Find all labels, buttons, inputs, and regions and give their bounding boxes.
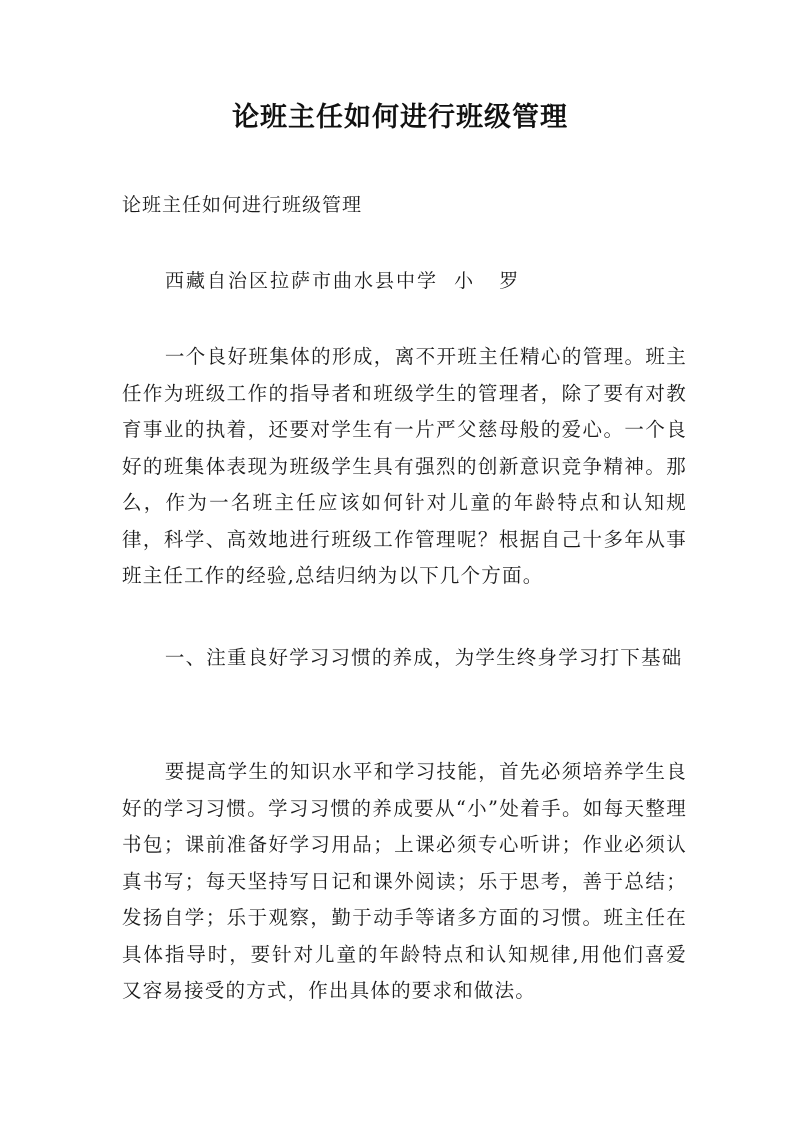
section-heading-1: 一、注重良好学习习惯的养成，为学生终身学习打下基础 xyxy=(164,646,683,669)
author-line: 西藏自治区拉萨市曲水县中学 小 罗 xyxy=(165,270,521,292)
document-title: 论班主任如何进行班级管理 xyxy=(232,102,568,133)
paragraph-study-habits: 要提高学生的知识水平和学习技能，首先必须培养学生良好的学习习惯。学习习惯的养成要从“小”处着手。如每天整理书包；课前准备好学习用品；上课必须专心听讲；作业必须认真书写；每天坚持写日记和课外阅读；乐于思考，善于总结；发扬自学；乐于观察，勤于动手等诸多方面的习惯。班主任在具体指导时，要针对儿童的年龄特点和认知规律,用他们喜爱又容易接受的方式，作出具体的要求和做法。 xyxy=(122,760,687,1002)
paragraph-intro: 一个良好班集体的形成，离不开班主任精心的管理。班主任作为班级工作的指导者和班级学生的管理者，除了要有对教育事业的执着，还要对学生有一片严父慈母般的爱心。一个良好的班集体表现为班级学生具有强烈的创新意识竞争精神。那么，作为一名班主任应该如何针对儿童的年龄特点和认知规律，科学、高效地进行班级工作管理呢？根据自己十多年从事班主任工作的经验,总结归纳为以下几个方面。 xyxy=(122,345,687,587)
document-subtitle: 论班主任如何进行班级管理 xyxy=(122,194,363,216)
